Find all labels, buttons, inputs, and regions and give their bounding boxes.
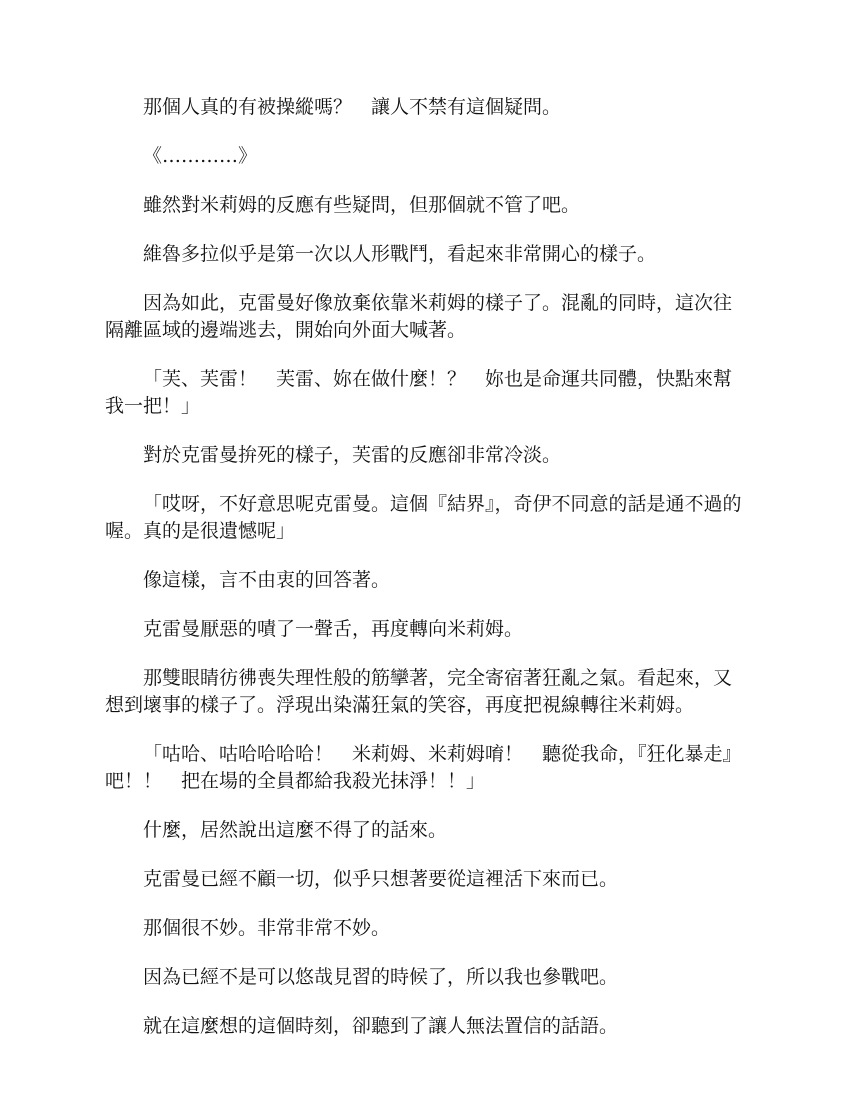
dialog-paragraph: 「芙、芙雷！ 芙雷、妳在做什麼！？ 妳也是命運共同體，快點來幫我一把！」 [105,368,733,417]
paragraph: 因為已經不是可以悠哉見習的時候了，所以我也參戰吧。 [143,966,619,988]
paragraph: 因為如此，克雷曼好像放棄依靠米莉姆的樣子了。混亂的同時，這次往隔離區域的邊端逃去，開始向外面大喊著。 [105,292,733,341]
dialog-paragraph: 「哎呀，不好意思呢克雷曼。這個『結界』，奇伊不同意的話是通不過的喔。真的是很遺憾呢」 [105,493,742,542]
paragraph: 就在這麼想的這個時刻，卻聽到了讓人無法置信的話語。 [143,1015,619,1037]
document-body [105,94,750,1062]
paragraph: 克雷曼厭惡的嘖了一聲舌，再度轉向米莉姆。 [143,618,524,640]
paragraph: 像這樣，言不由衷的回答著。 [143,569,391,591]
paragraph: 那個很不妙。非常非常不妙。 [143,917,391,939]
paragraph: 克雷曼已經不顧一切，似乎只想著要從這裡活下來而已。 [143,868,619,890]
dialog-paragraph: 「咕哈、咕哈哈哈哈！ 米莉姆、米莉姆唷！ 聽從我命，『狂化暴走』吧！！ 把在場的全員都給我殺光抹淨！！」 [105,743,742,792]
paragraph: 什麼，居然說出這麼不得了的話來。 [143,819,448,841]
paragraph: 雖然對米莉姆的反應有些疑問，但那個就不管了吧。 [143,194,581,216]
paragraph: 那雙眼睛彷彿喪失理性般的筋攣著，完全寄宿著狂亂之氣。看起來，又想到壞事的樣子了。浮現出染滿狂氣的笑容，再度把視線轉往米莉姆。 [105,667,733,716]
paragraph: 《…………》 [143,145,258,167]
paragraph: 維魯多拉似乎是第一次以人形戰鬥，看起來非常開心的樣子。 [143,243,657,265]
paragraph: 那個人真的有被操縱嗎？ 讓人不禁有這個疑問。 [143,96,562,118]
paragraph: 對於克雷曼拚死的樣子，芙雷的反應卻非常冷淡。 [143,444,562,466]
